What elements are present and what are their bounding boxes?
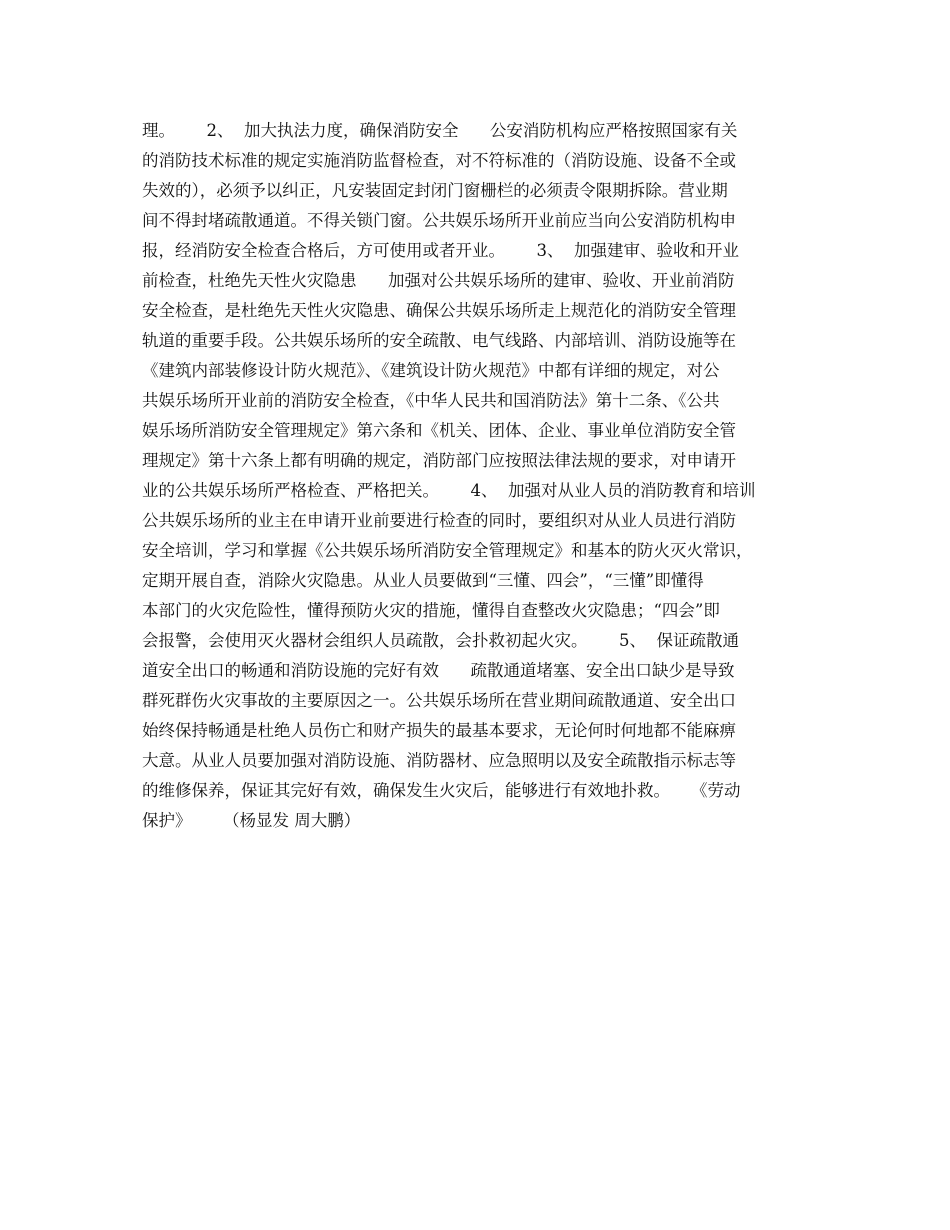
text-line: 公共娱乐场所的业主在申请开业前要进行检查的同时，要组织对从业人员进行消防: [142, 511, 736, 530]
text-line: 失效的），必须予以纠正，凡安装固定封闭门窗栅栏的必须责令限期拆除。营业期: [142, 181, 728, 200]
text-line: 大意。从业人员要加强对消防设施、消防器材、应急照明以及安全疏散指示标志等: [142, 751, 736, 770]
text-line: 群死群伤火灾事故的主要原因之一。公共娱乐场所在营业期间疏散通道、安全出口: [142, 691, 736, 710]
text-line: 轨道的重要手段。公共娱乐场所的安全疏散、电气线路、内部培训、消防设施等在: [142, 331, 736, 350]
text-line: 前检查，杜绝先天性火灾隐患 加强对公共娱乐场所的建审、验收、开业前消防: [142, 271, 735, 290]
text-line: 业的公共娱乐场所严格检查、严格把关。 4、 加强对从业人员的消防教育和培训: [142, 481, 756, 500]
text-line: 定期开展自查，消除火灾隐患。从业人员要做到“三懂、四会”，“三懂”即懂得: [142, 571, 704, 590]
text-line: 娱乐场所消防安全管理规定》第六条和《机关、团体、企业、事业单位消防安全管: [142, 421, 736, 440]
text-line: 会报警，会使用灭火器材会组织人员疏散，会扑救初起火灾。 5、 保证疏散通: [142, 631, 739, 650]
text-line: 的消防技术标准的规定实施消防监督检查，对不符标准的（消防设施、设备不全或: [142, 151, 736, 170]
text-line: 报，经消防安全检查合格后，方可使用或者开业。 3、 加强建审、验收和开业: [142, 241, 739, 260]
text-line: 共娱乐场所开业前的消防安全检查，《中华人民共和国消防法》第十二条、《公共: [142, 391, 720, 410]
text-line: 理。 2、 加大执法力度，确保消防安全 公安消防机构应严格按照国家有关: [142, 121, 738, 140]
text-line: 的维修保养，保证其完好有效，确保发生火灾后，能够进行有效地扑救。 《劳动: [142, 781, 741, 800]
text-line: 本部门的火灾危险性，懂得预防火灾的措施，懂得自查整改火灾隐患；“四会”即: [142, 601, 720, 620]
text-line: 间不得封堵疏散通道。不得关锁门窗。公共娱乐场所开业前应当向公安消防机构申: [142, 211, 736, 230]
text-line: 始终保持畅通是杜绝人员伤亡和财产损失的最基本要求，无论何时何地都不能麻痹: [142, 721, 736, 740]
article-body: [142, 116, 822, 836]
text-line: 安全检查，是杜绝先天性火灾隐患、确保公共娱乐场所走上规范化的消防安全管理: [142, 301, 736, 320]
text-line: 《建筑内部装修设计防火规范》、《建筑设计防火规范》中都有详细的规定，对公: [142, 361, 720, 380]
text-line: 安全培训，学习和掌握《公共娱乐场所消防安全管理规定》和基本的防火灭火常识，: [142, 541, 753, 560]
text-line: 理规定》第十六条上都有明确的规定，消防部门应按照法律法规的要求，对申请开: [142, 451, 736, 470]
text-line: 道安全出口的畅通和消防设施的完好有效 疏散通道堵塞、安全出口缺少是导致: [142, 661, 735, 680]
text-line: 保护》 （杨显发 周大鹏）: [142, 811, 361, 830]
